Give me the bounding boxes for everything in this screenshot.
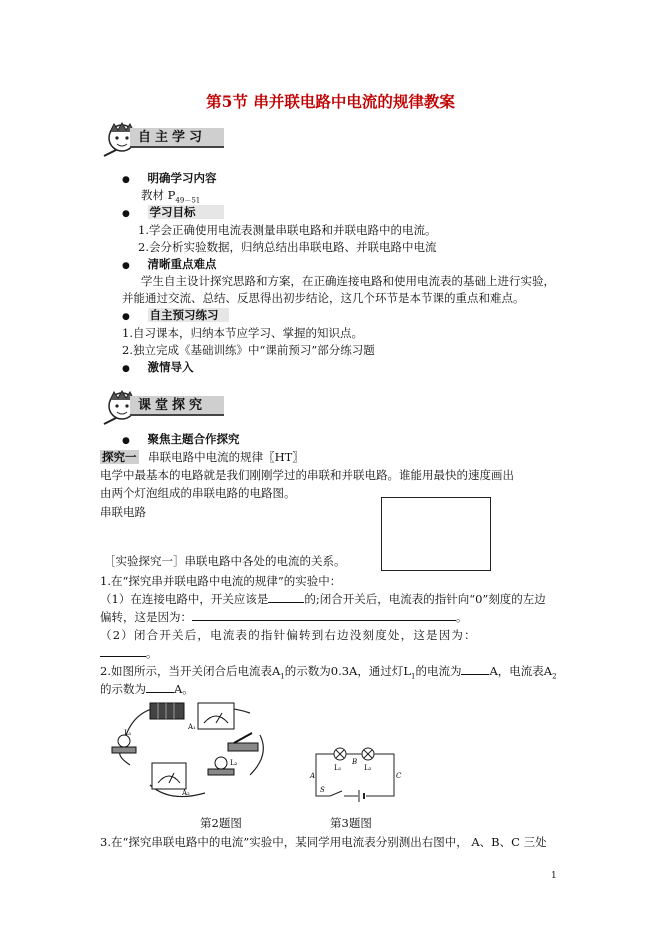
switch-s: S xyxy=(320,786,325,794)
label-l2: L₂ xyxy=(230,759,238,767)
explore-text: 串联电路中电流的规律〖HT〗 xyxy=(148,450,304,464)
question-3: 3.在“探究串联电路中的电流”实验中，某同学用电流表分别测出右图中， A、B、C 三处 xyxy=(100,835,547,849)
paragraph-line: 由两个灯泡组成的串联电路的电路图。 xyxy=(100,486,296,500)
answer-blank[interactable] xyxy=(192,610,456,621)
section-heading: 自主预习练习 xyxy=(148,308,229,322)
answer-blank[interactable] xyxy=(268,592,304,603)
point-c: C xyxy=(396,772,402,780)
question-1-part-1: （1）在连接电路中，开关应该是 的;闭合开关后，电流表的指针向“0”刻度的左边 xyxy=(100,592,546,606)
section-intro xyxy=(122,359,194,375)
section-preview xyxy=(122,307,229,323)
figure-3-caption: 第3题图 xyxy=(330,816,372,830)
section-key-points xyxy=(122,256,217,272)
question-2: 2.如图所示，当开关闭合后电流表$A_1$的示数为0.3A，通过灯$L_1$的电流为 A，电流表$A_2$ xyxy=(100,664,557,681)
bullet-icon: ● xyxy=(122,364,130,374)
preview-item: 2.独立完成《基础训练》中“课前预习”部分练习题 xyxy=(122,343,375,357)
bullet-icon: ● xyxy=(122,175,130,185)
explore-one xyxy=(100,449,304,465)
switch-icon xyxy=(228,733,258,751)
goal-item: 2.会分析实验数据，归纳总结出串联电路、并联电路中电流 xyxy=(138,240,437,254)
label-L1: L₁ xyxy=(334,764,342,772)
banner-class-explore xyxy=(102,388,224,426)
answer-blank[interactable] xyxy=(461,664,489,675)
figure-3-schematic xyxy=(308,742,402,802)
series-circuit-label: 串联电路 xyxy=(100,505,146,519)
ammeter-a1-icon xyxy=(198,703,234,729)
textbook-pages: 教材 $P_{49-51}$ xyxy=(141,188,201,205)
bullet-icon: ● xyxy=(122,436,130,446)
answer-blank[interactable] xyxy=(146,682,174,693)
label-a2: A₂ xyxy=(182,789,190,797)
banner-self-study xyxy=(102,120,224,158)
figure-2-caption: 第2题图 xyxy=(200,816,242,830)
point-a: A xyxy=(310,772,316,780)
bullet-icon: ● xyxy=(122,261,130,271)
section-content xyxy=(122,170,217,186)
label-L2: L₂ xyxy=(364,764,372,772)
experiment-one: ［实验探究一］串联电路中各处的电流的关系。 xyxy=(104,554,346,568)
key-points-line: 学生自主设计探究思路和方案，在正确连接电路和使用电流表的基础上进行实验， xyxy=(141,274,555,288)
label-l1: L₁ xyxy=(124,729,132,737)
question-2-cont: 的示数为 A。 xyxy=(100,682,194,696)
battery-icon xyxy=(150,703,184,719)
drawing-box xyxy=(381,497,491,571)
ammeter-a2-icon xyxy=(152,763,186,789)
point-b: B xyxy=(352,758,358,766)
figure-2-circuit xyxy=(110,695,270,805)
bullet-icon: ● xyxy=(122,312,130,322)
page-title: 第5节 串并联电路中电流的规律教案 xyxy=(206,92,455,111)
key-points-line: 并能通过交流、总结、反思得出初步结论，这几个环节是本节课的重点和难点。 xyxy=(122,291,525,305)
question-1-part-2-answer: 。 xyxy=(100,645,158,661)
answer-blank[interactable] xyxy=(100,646,146,657)
question-1-part-1-cont: 偏转，这是因为： 。 xyxy=(100,610,468,624)
section-heading: 聚焦主题合作探究 xyxy=(147,432,240,446)
section-heading: 明确学习内容 xyxy=(147,171,217,185)
preview-item: 1.自习课本，归纳本节应学习、掌握的知识点。 xyxy=(122,326,363,340)
question-1-part-2: （2）闭合开关后，电流表的指针偏转到右边没刻度处，这是因为： xyxy=(100,628,477,642)
bullet-icon: ● xyxy=(122,209,130,219)
banner-class-explore-label: 课堂探究 xyxy=(130,396,224,416)
section-cooperate xyxy=(122,431,240,447)
bulb-l1-icon xyxy=(112,735,136,753)
wire xyxy=(120,707,264,797)
label-a1: A₁ xyxy=(188,723,196,731)
goal-item: 1.学会正确使用电流表测量串联电路和并联电路中的电流。 xyxy=(138,223,437,237)
page-number: 1 xyxy=(551,871,557,881)
banner-self-study-label: 自主学习 xyxy=(130,128,224,148)
question-1: 1.在“探究串并联电路中电流的规律”的实验中： xyxy=(100,574,342,588)
section-heading: 激情导入 xyxy=(147,360,194,374)
explore-label: 探究一 xyxy=(102,450,137,464)
section-goals xyxy=(122,204,224,220)
paragraph-line: 电学中最基本的电路就是我们刚刚学过的串联和并联电路。谁能用最快的速度画出 xyxy=(100,468,514,482)
section-heading: 清晰重点难点 xyxy=(147,257,217,271)
section-heading: 学习目标 xyxy=(148,205,224,219)
